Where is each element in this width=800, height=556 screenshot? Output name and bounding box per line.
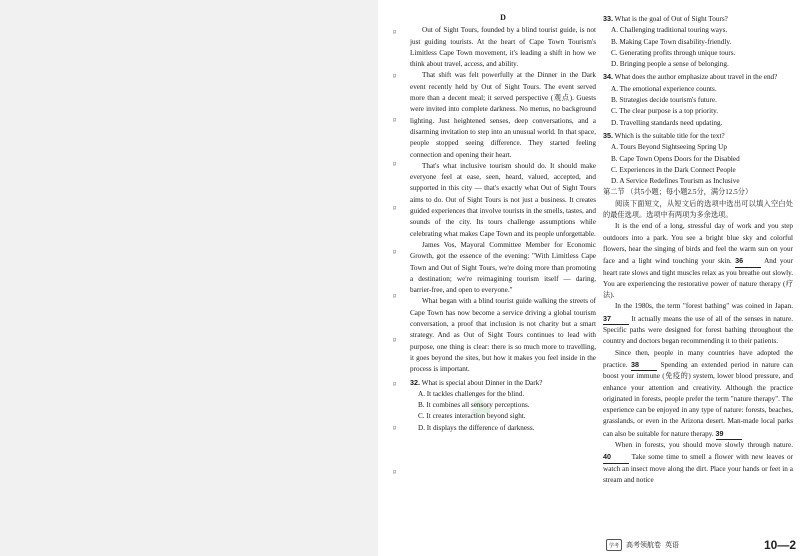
- blank-38: 38: [631, 359, 657, 371]
- option: A. The emotional experience counts.: [611, 84, 717, 93]
- option: C. It creates interaction beyond sight.: [418, 412, 526, 421]
- cloze-paragraph: [603, 301, 793, 347]
- question-number: 35.: [603, 130, 613, 140]
- section-2-instruction: 阅读下面短文，从短文后的选项中选出可以填入空白处的最佳选项。选项中有两项为多余选项。: [603, 199, 793, 220]
- option: C. The clear purpose is a top priority.: [611, 107, 718, 116]
- option: B. Strategies decide tourism's future.: [611, 96, 717, 105]
- subject-label: 英语: [665, 542, 679, 549]
- right-column: [603, 12, 793, 486]
- page-footer: [606, 538, 796, 552]
- section-2-heading: 第二节 （共5小题；每小题2.5分，满分12.5分）: [603, 188, 753, 197]
- cloze-text: When in forests, you should move slowly through nature.: [615, 440, 793, 449]
- blank-37: 37: [603, 313, 629, 325]
- question-35: [603, 130, 793, 142]
- option: B. Cape Town Opens Doors for the Disabled: [611, 154, 740, 163]
- left-blank-area: [0, 0, 378, 556]
- option: D. A Service Redefines Tourism as Inclusive: [611, 177, 740, 186]
- cloze-text: It actually means the use of all of the senses in nature. Specific paths were designed for forest bathing throughout the country and doctors began recommending it to their patients.: [603, 314, 793, 346]
- option: D. It displays the difference of darkness.: [418, 423, 535, 432]
- passage-paragraph: That's what inclusive tourism should do. It should make everyone feel at ease, seen, heard, valued, accepted, and supported in this city — that's exactly what Out of Sight Tours aims to do. Out of Sight Tours is not just a business. It creates guided experiences that involve tourists in the smells, tastes, and sounds of the city. Its tours challenge assumptions while celebrating what makes Cape Town and its people unforgettable.: [410, 161, 596, 238]
- question-number: 32.: [410, 377, 420, 387]
- cloze-paragraph: [603, 348, 793, 440]
- cloze-text: In the 1980s, the term "forest bathing" was coined in Japan.: [615, 302, 793, 311]
- question-32: [410, 377, 596, 389]
- page-number: 10—2: [763, 538, 796, 552]
- passage-paragraph: James Vos, Mayoral Committee Member for Economic Growth, got the essence of the evening: "With Limitless Cape Town and Out of Sight Tours, we're doing more than promoting a destination; we're reimagining tourism itself — daring, barrier-free, and open to everyone.": [410, 240, 596, 295]
- option: D. Bringing people a sense of belonging.: [611, 60, 729, 69]
- question-stem: What does the author emphasize about travel in the end?: [614, 73, 778, 82]
- cloze-text: Since then, people in many countries have adopted the practice.: [603, 348, 793, 369]
- passage-paragraph: What began with a blind tourist guide walking the streets of Cape Town has now become a service driving a global tourism conversation, a proof that inclusion is not charity but a smart strategy. And as Out of Sight Tours continues to lead with purpose, one thing is clear: there is so much more to travelling, it goes beyond the sites, but how it makes you feel inside in the process is important.: [410, 297, 596, 374]
- cloze-text: Take some time to smell a flower with new leaves or watch an insect move along the dirt. Place your hands or feet in a stream and notice: [603, 453, 794, 484]
- cloze-paragraph: [603, 221, 793, 301]
- brand-name: 高考领航卷: [626, 542, 661, 549]
- cloze-text: Spending an extended period in nature can boost your immune (免疫的) system, lower blood pressure, and enhance your attention and creativity. Although the practice originated in forests, people prefer the term "nature therapy". The experience can be enjoyed in any type of nature: forests, beaches, grasslands, or even in the Arizona desert. Man-made local parks can also be suitable for nature therapy.: [603, 360, 794, 438]
- blank-36: 36: [735, 255, 761, 267]
- question-number: 33.: [603, 14, 613, 23]
- question-stem: What is the goal of Out of Sight Tours?: [614, 15, 728, 23]
- question-stem: What is special about Dinner in the Dark?: [421, 378, 543, 387]
- binding-margin: ﾛ ﾛ ﾛ ﾛ ﾛ ﾛ ﾛ ﾛ ﾛ ﾛ ﾛ: [393, 30, 397, 476]
- question-34: [603, 71, 793, 83]
- cloze-paragraph: [603, 440, 793, 486]
- option: A. Challenging traditional touring ways.: [611, 26, 728, 35]
- blank-39: 39: [716, 428, 742, 440]
- option: A. Tours Beyond Sightseeing Spring Up: [611, 143, 727, 152]
- publisher-logo: 学考: [606, 539, 622, 551]
- cloze-text: And your heart rate slows and tight muscles relax as you breathe out slowly. You are experiencing the restorative power of nature therapy (疗法).: [603, 257, 793, 300]
- question-33: [603, 13, 793, 25]
- question-stem: Which is the suitable title for the text?: [614, 131, 725, 140]
- option: C. Experiences in the Dark Connect People: [611, 165, 736, 174]
- option: B. It combines all sensory perceptions.: [418, 401, 530, 410]
- cloze-text: It is the end of a long, stressful day of work and you step outdoors into a park. You see a bright blue sky and colorful flowers, hear the singing of birds and feel the warm sun on your face and a light wind touching your skin.: [603, 222, 793, 266]
- watermark-logo: ☘: [465, 393, 497, 428]
- option: A. It tackles challenges for the blind.: [418, 389, 525, 398]
- option: C. Generating profits through unique tours.: [611, 48, 736, 57]
- passage-paragraph: Out of Sight Tours, founded by a blind tourist guide, is not just guiding tourists. At the heart of Cape Town Tourism's Limitless Cape Town movement, it's leading a shift in how we think about travel, access, and ability.: [410, 26, 596, 69]
- option: D. Travelling standards need updating.: [611, 118, 723, 127]
- blank-40: 40: [603, 451, 629, 463]
- passage-paragraph: That shift was felt powerfully at the Dinner in the Dark event recently held by Out of Sight Tours. The event served more than a decent meal; it served perspective (观点). Guests were invited into complete darkness. No menus, no background lighting. Just heightened senses, deep conversations, and a disarming invitation to step into an unusual world. In that space, people stopped seeing difference. They started feeling connection and opening their heart.: [410, 71, 596, 159]
- question-number: 34.: [603, 72, 613, 82]
- option: B. Making Cape Town disability-friendly.: [611, 37, 732, 46]
- left-column: [410, 12, 596, 434]
- section-title: D: [500, 13, 506, 22]
